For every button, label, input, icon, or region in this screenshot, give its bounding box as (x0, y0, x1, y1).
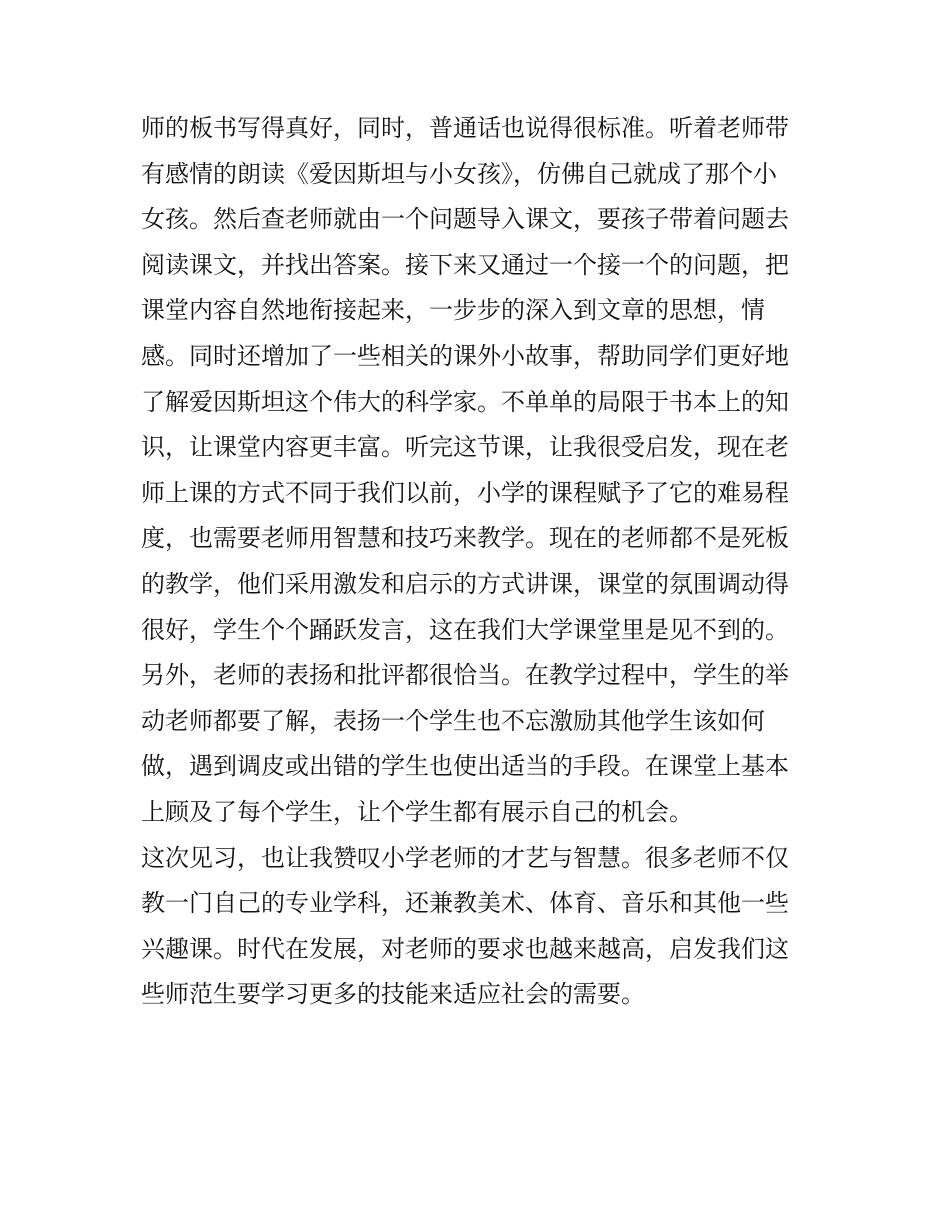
text-line: 另外，老师的表扬和批评都很恰当。在教学过程中，学生的举 (141, 661, 789, 690)
text-line: 兴趣课。时代在发展，对老师的要求也越来越高，启发我们这 (141, 934, 789, 963)
text-line: 感。同时还增加了一些相关的课外小故事，帮助同学们更好地 (141, 341, 789, 370)
text-line: 些师范生要学习更多的技能来适应社会的需要。 (141, 980, 645, 1009)
text-line: 教一门自己的专业学科，还兼教美术、体育、音乐和其他一些 (141, 889, 789, 918)
text-line: 识，让课堂内容更丰富。听完这节课，让我很受启发，现在老 (141, 433, 789, 462)
text-line: 做，遇到调皮或出错的学生也使出适当的手段。在课堂上基本 (141, 752, 789, 781)
text-line: 师的板书写得真好，同时，普通话也说得很标准。听着老师带 (141, 114, 789, 142)
text-line: 度，也需要老师用智慧和技巧来教学。现在的老师都不是死板 (141, 524, 789, 553)
text-line: 有感情的朗读《爱因斯坦与小女孩》，仿佛自己就成了那个小 (141, 159, 777, 188)
text-line: 这次见习，也让我赞叹小学老师的才艺与智慧。很多老师不仅 (141, 843, 789, 872)
body-text (141, 106, 821, 1018)
text-line: 阅读课文，并找出答案。接下来又通过一个接一个的问题，把 (141, 250, 789, 279)
text-line: 上顾及了每个学生，让个学生都有展示自己的机会。 (141, 797, 693, 826)
text-line: 很好，学生个个踊跃发言，这在我们大学课堂里是见不到的。 (141, 615, 789, 644)
text-line: 的教学，他们采用激发和启示的方式讲课，课堂的氛围调动得 (141, 569, 789, 598)
text-line: 了解爱因斯坦这个伟大的科学家。不单单的局限于书本上的知 (141, 387, 789, 416)
text-line: 动老师都要了解，表扬一个学生也不忘激励其他学生该如何 (141, 706, 765, 735)
text-line: 女孩。然后查老师就由一个问题导入课文，要孩子带着问题去 (141, 205, 789, 234)
text-line: 课堂内容自然地衔接起来，一步步的深入到文章的思想，情 (141, 296, 765, 325)
text-line: 师上课的方式不同于我们以前，小学的课程赋予了它的难易程 (141, 478, 789, 507)
